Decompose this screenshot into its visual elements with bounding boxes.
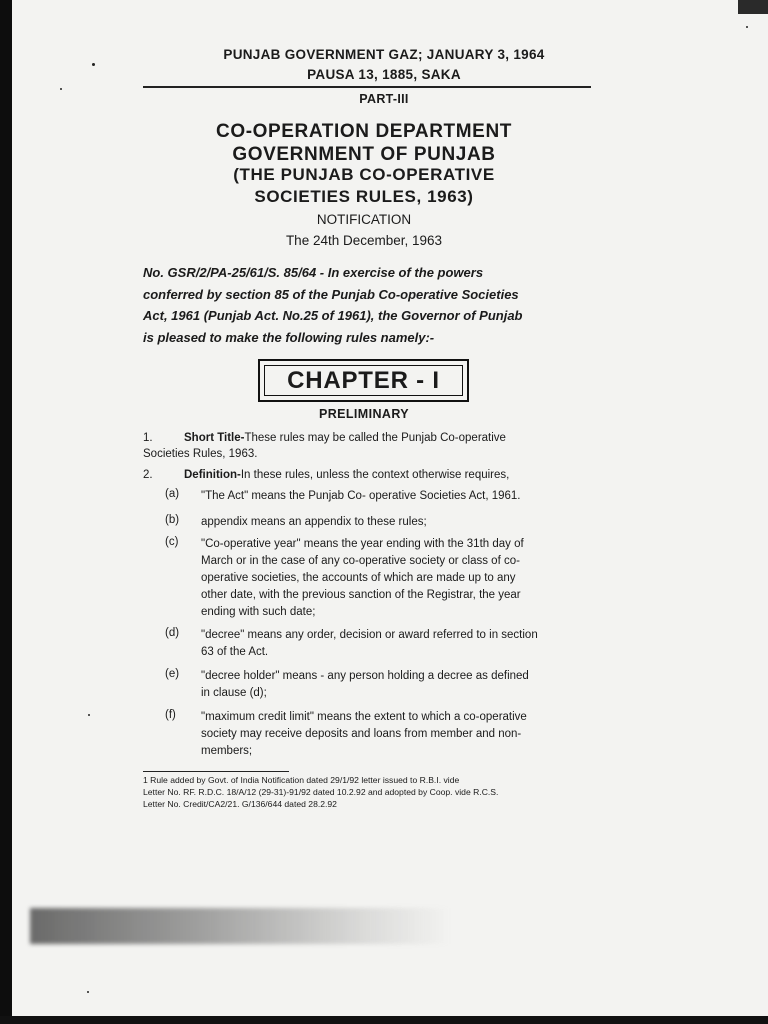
footnote-line1: 1 Rule added by Govt. of India Notification dated 29/1/92 letter issued to R.B.I. vide <box>143 775 460 785</box>
notification-date: The 24th December, 1963 <box>285 233 443 248</box>
definition-line: members; <box>201 745 253 757</box>
definition-label: (f) <box>165 709 176 721</box>
header-rule <box>143 86 591 88</box>
rule-2-line1 <box>184 467 588 483</box>
definition-label: (c) <box>165 536 179 548</box>
intro-line3: Act, 1961 (Punjab Act. No.25 of 1961), the Governor of Punjab <box>143 308 523 323</box>
gazette-header-line1: PUNJAB GOVERNMENT GAZ; JANUARY 3, 1964 <box>223 47 545 62</box>
definition-label: (b) <box>165 514 180 526</box>
definition-line: "decree" means any order, decision or award referred to in section <box>201 629 538 641</box>
definition-text <box>201 709 587 760</box>
rule-1-line2: Societies Rules, 1963. <box>143 448 258 460</box>
rules-title-line1: (THE PUNJAB CO-OPERATIVE <box>233 165 495 184</box>
definition-label: (e) <box>165 668 180 680</box>
definition-text <box>201 627 587 661</box>
scan-speck <box>746 26 748 28</box>
footnote-rule <box>143 771 289 772</box>
scan-speck <box>92 63 95 66</box>
definition-line: "The Act" means the Punjab Co- operative Societies Act, 1961. <box>201 490 521 502</box>
definition-line: "decree holder" means - any person holding a decree as defined <box>201 670 529 682</box>
rule-1-heading: Short Title- <box>184 432 245 444</box>
scan-edge-top-right <box>738 0 768 14</box>
rules-title-line2: SOCIETIES RULES, 1963) <box>254 187 474 206</box>
intro-line1: No. GSR/2/PA-25/61/S. 85/64 - In exercise of the powers <box>143 265 484 280</box>
rule-2-number: 2. <box>143 469 153 481</box>
definition-label: (a) <box>165 488 180 500</box>
definition-line: in clause (d); <box>201 687 267 699</box>
definition-text <box>201 514 587 531</box>
definition-line: ending with such date; <box>201 606 316 618</box>
part-label: PART-III <box>359 92 409 106</box>
rule-2-text: In these rules, unless the context otherwise requires, <box>240 469 510 481</box>
rule-1-number: 1. <box>143 432 153 444</box>
gazette-header-line2: PAUSA 13, 1885, SAKA <box>307 67 461 82</box>
definition-line: operative societies, the accounts of which are made up to any <box>201 572 516 584</box>
notification-label: NOTIFICATION <box>316 212 412 227</box>
definition-line: March or in the case of any co-operative society or class of co- <box>201 555 520 567</box>
definition-text <box>201 668 587 702</box>
intro-line4: is pleased to make the following rules namely:- <box>143 330 435 345</box>
definition-line: society may receive deposits and loans from member and non- <box>201 728 522 740</box>
chapter-heading-box <box>258 359 469 402</box>
definition-label: (d) <box>165 627 180 639</box>
footnote-line3: Letter No. Credit/CA2/21. G/136/644 dated 28.2.92 <box>143 799 337 809</box>
definition-line: appendix means an appendix to these rules; <box>201 516 427 528</box>
intro-line2: conferred by section 85 of the Punjab Co-operative Societies <box>143 287 519 302</box>
definition-text <box>201 488 587 505</box>
preliminary-heading: PRELIMINARY <box>318 407 410 421</box>
scan-smudge <box>30 908 450 944</box>
chapter-heading: CHAPTER - I <box>264 365 463 396</box>
scan-speck <box>60 88 62 90</box>
scan-speck <box>87 991 89 993</box>
definition-text <box>201 536 587 621</box>
rule-2-heading: Definition- <box>184 469 241 481</box>
rule-1-text: These rules may be called the Punjab Co-operative <box>244 432 506 444</box>
definition-line: "Co-operative year" means the year ending with the 31th day of <box>201 538 524 550</box>
scan-edge-bottom <box>0 1016 768 1024</box>
scan-speck <box>88 714 90 716</box>
definition-line: other date, with the previous sanction of the Registrar, the year <box>201 589 521 601</box>
footnote <box>143 774 590 810</box>
department-title: CO-OPERATION DEPARTMENT <box>216 121 512 142</box>
rule-1-line1 <box>184 430 588 446</box>
definition-line: "maximum credit limit" means the extent to which a co-operative <box>201 711 527 723</box>
government-title: GOVERNMENT OF PUNJAB <box>232 144 496 165</box>
definition-line: 63 of the Act. <box>201 646 269 658</box>
footnote-line2: Letter No. RF. R.D.C. 18/A/12 (29-31)-91/92 dated 10.2.92 and adopted by Coop. vide R.C.S. <box>143 787 499 797</box>
